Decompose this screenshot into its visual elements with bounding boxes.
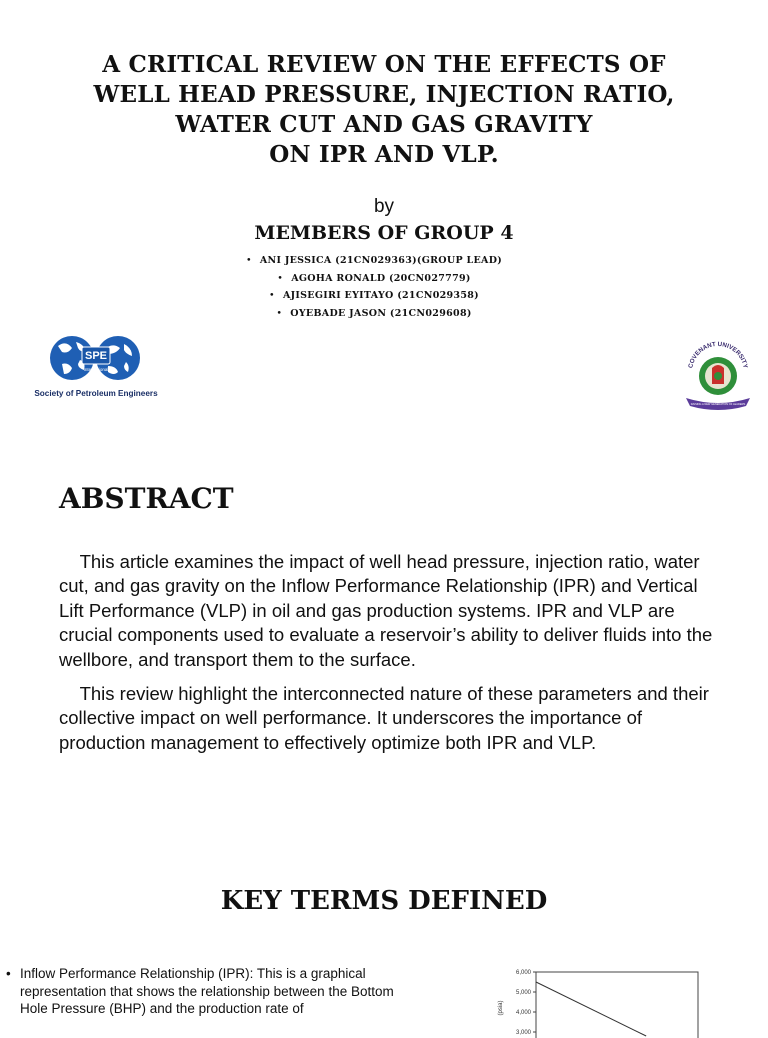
title-slide — [0, 0, 768, 440]
y-tick-label: 6,000 — [515, 970, 531, 976]
spe-logo — [32, 330, 160, 402]
key-terms-slide — [0, 850, 768, 1036]
y-axis-label: (psia) — [498, 1000, 504, 1016]
crest-arc-text: COVENANT UNIVERSITY — [687, 340, 749, 369]
group-heading: MEMBERS OF GROUP 4 — [254, 222, 514, 244]
member-item: • AJISEGIRI EYITAYO (21CN029358) — [0, 287, 748, 305]
members-list — [0, 252, 748, 322]
ipr-curve — [536, 982, 646, 1036]
abstract-paragraph: This article examines the impact of well head pressure, injection ratio, water cut, and gas gravity on the Inflow Performance Relationship (IPR) and Vertical Lift Performance (VLP) in oil and gas production systems. IPR and VLP are crucial components used to evaluate a reservoir’s ability to deliver fluids into the wellbore, and transport them to the surface. — [59, 551, 713, 670]
title-line: WELL HEAD PRESSURE, INJECTION RATIO, — [93, 81, 675, 108]
y-tick-label: 3,000 — [515, 1030, 531, 1036]
spe-badge: SPE — [84, 350, 108, 362]
title-line: A CRITICAL REVIEW ON THE EFFECTS OF — [102, 51, 666, 78]
abstract-paragraph: This review highlight the interconnected nature of these parameters and their collective impact on well performance. It underscores the importance of production management to effectively optimize both IPR and VLP. — [59, 683, 709, 753]
key-term-item: • Inflow Performance Relationship (IPR): This is a graphical representation that shows the relationship between the Bottom Hole Pressure (BHP) and the production rate of — [6, 965, 406, 1018]
key-terms-list — [6, 965, 406, 1018]
member-item: • ANI JESSICA (21CN029363)(GROUP LEAD) — [0, 252, 748, 270]
abstract-body — [59, 550, 714, 765]
spe-caption: Society of Petroleum Engineers — [34, 389, 158, 398]
spe-badge-sub: International — [83, 367, 109, 372]
covenant-university-crest — [682, 332, 754, 416]
title-line: WATER CUT AND GAS GRAVITY — [175, 111, 593, 138]
title-line: ON IPR AND VLP. — [269, 141, 499, 168]
member-item: • OYEBADE JASON (21CN029608) — [0, 305, 748, 323]
crest-banner: RAISING A NEW GENERATION OF LEADERS — [690, 403, 746, 406]
abstract-slide — [0, 440, 768, 850]
y-tick-label: 4,000 — [515, 1010, 531, 1016]
slide-title — [60, 50, 708, 170]
member-item: • AGOHA RONALD (20CN027779) — [0, 270, 748, 288]
y-tick-label: 5,000 — [515, 990, 531, 996]
abstract-heading: ABSTRACT — [59, 482, 234, 515]
by-label: by — [373, 196, 395, 217]
ipr-chart — [492, 958, 706, 1038]
plot-area — [536, 972, 698, 1038]
key-terms-heading: KEY TERMS DEFINED — [220, 886, 548, 916]
